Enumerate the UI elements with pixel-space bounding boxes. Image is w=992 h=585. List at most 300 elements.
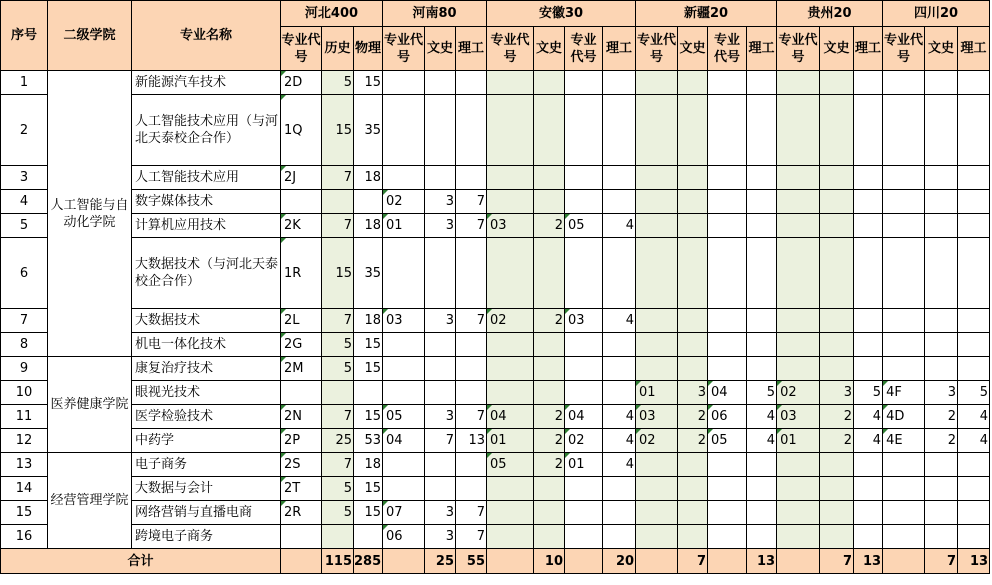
hn-science-cell: 7: [456, 190, 487, 214]
sc-arts-cell: [925, 166, 958, 190]
xj-science-code-cell: [708, 357, 747, 381]
xj-arts-code-cell: [636, 501, 678, 525]
sc-arts-cell: [925, 525, 958, 549]
sc-science-cell: [958, 238, 990, 309]
hb-physics-cell: [354, 190, 383, 214]
sub-header-arts: 文史: [425, 27, 456, 71]
hn-science-cell: [456, 95, 487, 166]
sub-header-code: 专业代号: [487, 27, 534, 71]
major-header: 专业名称: [132, 1, 281, 71]
major-name: 大数据技术: [132, 309, 281, 333]
group-header-anhui: 安徽30: [487, 1, 636, 27]
ah-arts-code-cell: 04: [487, 405, 534, 429]
total-ah-science-code: [565, 549, 603, 574]
xj-arts-cell: 2: [678, 405, 708, 429]
xj-arts-code-cell: [636, 190, 678, 214]
hn-science-cell: 7: [456, 214, 487, 238]
hb-code-cell: 2P: [281, 429, 322, 453]
gz-code-cell: [777, 333, 820, 357]
major-name: 网络营销与直播电商: [132, 501, 281, 525]
hb-code-cell: 2G: [281, 333, 322, 357]
gz-code-cell: [777, 357, 820, 381]
hn-arts-cell: 3: [425, 214, 456, 238]
ah-science-cell: [603, 357, 636, 381]
hn-arts-cell: [425, 477, 456, 501]
sub-header-science: 理工: [854, 27, 883, 71]
gz-code-cell: [777, 166, 820, 190]
row-seq: 12: [1, 429, 48, 453]
xj-science-code-cell: [708, 501, 747, 525]
hb-code-cell: [281, 525, 322, 549]
xj-science-cell: [747, 357, 777, 381]
hb-code-cell: 2D: [281, 71, 322, 95]
ah-arts-cell: [534, 95, 565, 166]
sub-header-physics: 物理: [354, 27, 383, 71]
xj-arts-code-cell: [636, 166, 678, 190]
sc-code-cell: [883, 190, 925, 214]
xj-science-cell: [747, 501, 777, 525]
sc-arts-cell: [925, 214, 958, 238]
hb-physics-cell: 15: [354, 71, 383, 95]
hb-history-cell: 5: [322, 357, 354, 381]
ah-arts-cell: [534, 238, 565, 309]
row-seq: 13: [1, 453, 48, 477]
row-seq: 4: [1, 190, 48, 214]
sc-arts-cell: [925, 309, 958, 333]
hb-history-cell: 15: [322, 238, 354, 309]
major-name: 人工智能技术应用: [132, 166, 281, 190]
total-hb-code: [281, 549, 322, 574]
row-seq: 1: [1, 71, 48, 95]
xj-science-code-cell: [708, 71, 747, 95]
xj-arts-cell: [678, 525, 708, 549]
xj-arts-cell: 2: [678, 429, 708, 453]
ah-science-cell: [603, 238, 636, 309]
gz-code-cell: [777, 238, 820, 309]
ah-science-cell: [603, 477, 636, 501]
major-name: 数字媒体技术: [132, 190, 281, 214]
group-header-xinjiang: 新疆20: [636, 1, 777, 27]
sc-code-cell: [883, 166, 925, 190]
xj-arts-code-cell: [636, 95, 678, 166]
xj-science-code-cell: [708, 166, 747, 190]
total-hn-code: [383, 549, 425, 574]
sub-header-code: 专业代号: [565, 27, 603, 71]
xj-arts-cell: [678, 357, 708, 381]
hb-code-cell: [281, 190, 322, 214]
hb-code-cell: 2M: [281, 357, 322, 381]
total-sc-arts: 7: [925, 549, 958, 574]
ah-arts-cell: [534, 357, 565, 381]
gz-code-cell: [777, 190, 820, 214]
ah-arts-cell: 2: [534, 309, 565, 333]
hn-code-cell: [383, 95, 425, 166]
college-header: 二级学院: [48, 1, 132, 71]
hb-code-cell: 2T: [281, 477, 322, 501]
gz-science-cell: [854, 477, 883, 501]
ah-science-code-cell: 01: [565, 453, 603, 477]
xj-arts-cell: [678, 477, 708, 501]
hb-physics-cell: 15: [354, 501, 383, 525]
total-xj-arts: 7: [678, 549, 708, 574]
sc-arts-cell: [925, 477, 958, 501]
sc-arts-cell: 3: [925, 381, 958, 405]
ah-arts-code-cell: [487, 333, 534, 357]
table-row: [1, 501, 990, 525]
sc-code-cell: [883, 238, 925, 309]
gz-science-cell: 5: [854, 381, 883, 405]
gz-arts-cell: [820, 525, 854, 549]
hn-science-cell: 7: [456, 405, 487, 429]
hn-science-cell: [456, 71, 487, 95]
hn-code-cell: [383, 166, 425, 190]
group-header-henan: 河南80: [383, 1, 487, 27]
total-hb-physics: 285: [354, 549, 383, 574]
xj-science-cell: [747, 477, 777, 501]
sc-science-cell: 4: [958, 429, 990, 453]
sub-header-science: 理工: [456, 27, 487, 71]
table-row: [1, 405, 990, 429]
gz-arts-cell: [820, 333, 854, 357]
row-seq: 11: [1, 405, 48, 429]
xj-arts-code-cell: [636, 238, 678, 309]
hn-code-cell: 06: [383, 525, 425, 549]
hn-science-cell: [456, 166, 487, 190]
sc-science-cell: [958, 477, 990, 501]
xj-arts-code-cell: [636, 214, 678, 238]
sub-header-science: 理工: [747, 27, 777, 71]
hn-arts-cell: [425, 71, 456, 95]
table-row: [1, 190, 990, 214]
ah-arts-cell: 2: [534, 453, 565, 477]
xj-arts-code-cell: [636, 525, 678, 549]
major-name: 中药学: [132, 429, 281, 453]
ah-science-code-cell: [565, 381, 603, 405]
ah-arts-code-cell: 03: [487, 214, 534, 238]
ah-science-cell: [603, 166, 636, 190]
total-ah-science: 20: [603, 549, 636, 574]
gz-arts-cell: 3: [820, 381, 854, 405]
total-xj-science-code: [708, 549, 747, 574]
hn-code-cell: 05: [383, 405, 425, 429]
hb-code-cell: 2N: [281, 405, 322, 429]
ah-science-cell: [603, 95, 636, 166]
table-row: [1, 309, 990, 333]
sc-code-cell: [883, 95, 925, 166]
hn-arts-cell: [425, 166, 456, 190]
xj-science-cell: 5: [747, 381, 777, 405]
gz-code-cell: [777, 525, 820, 549]
ah-science-code-cell: [565, 166, 603, 190]
table-row: [1, 238, 990, 309]
hn-code-cell: [383, 381, 425, 405]
gz-science-cell: [854, 214, 883, 238]
row-seq: 6: [1, 238, 48, 309]
row-seq: 2: [1, 95, 48, 166]
major-name: 眼视光技术: [132, 381, 281, 405]
gz-arts-cell: 2: [820, 429, 854, 453]
sc-arts-cell: [925, 501, 958, 525]
sc-science-cell: 4: [958, 405, 990, 429]
xj-science-code-cell: 06: [708, 405, 747, 429]
total-label: 合计: [1, 549, 281, 574]
hb-history-cell: 5: [322, 333, 354, 357]
xj-science-code-cell: 05: [708, 429, 747, 453]
gz-arts-cell: [820, 238, 854, 309]
gz-arts-cell: [820, 71, 854, 95]
gz-arts-cell: [820, 477, 854, 501]
ah-arts-code-cell: [487, 525, 534, 549]
gz-code-cell: [777, 71, 820, 95]
hb-code-cell: 2J: [281, 166, 322, 190]
sub-header-science: 理工: [958, 27, 990, 71]
sc-code-cell: 4D: [883, 405, 925, 429]
hb-physics-cell: 18: [354, 453, 383, 477]
gz-science-cell: [854, 333, 883, 357]
sub-header-science: 理工: [603, 27, 636, 71]
gz-science-cell: [854, 166, 883, 190]
sub-header-arts: 文史: [820, 27, 854, 71]
ah-arts-code-cell: [487, 501, 534, 525]
ah-arts-cell: 2: [534, 429, 565, 453]
sc-science-cell: [958, 333, 990, 357]
hn-code-cell: 07: [383, 501, 425, 525]
hb-code-cell: 2R: [281, 501, 322, 525]
gz-science-cell: [854, 238, 883, 309]
ah-arts-code-cell: [487, 238, 534, 309]
xj-science-code-cell: [708, 214, 747, 238]
sc-code-cell: [883, 477, 925, 501]
hb-history-cell: 5: [322, 71, 354, 95]
gz-science-cell: [854, 95, 883, 166]
xj-arts-cell: [678, 95, 708, 166]
sub-header-arts: 文史: [678, 27, 708, 71]
sc-code-cell: 4F: [883, 381, 925, 405]
row-seq: 9: [1, 357, 48, 381]
sc-arts-cell: [925, 95, 958, 166]
gz-science-cell: [854, 525, 883, 549]
hb-physics-cell: 18: [354, 166, 383, 190]
xj-science-cell: 4: [747, 405, 777, 429]
row-seq: 10: [1, 381, 48, 405]
hn-code-cell: [383, 357, 425, 381]
ah-arts-cell: [534, 525, 565, 549]
sc-arts-cell: [925, 238, 958, 309]
ah-arts-code-cell: [487, 357, 534, 381]
hb-code-cell: 1R: [281, 238, 322, 309]
gz-arts-cell: [820, 501, 854, 525]
major-name: 机电一体化技术: [132, 333, 281, 357]
xj-science-cell: [747, 190, 777, 214]
xj-science-cell: [747, 238, 777, 309]
xj-science-code-cell: [708, 95, 747, 166]
major-name: 医学检验技术: [132, 405, 281, 429]
ah-science-code-cell: [565, 477, 603, 501]
xj-arts-code-cell: [636, 333, 678, 357]
ah-science-cell: 4: [603, 405, 636, 429]
xj-science-code-cell: [708, 333, 747, 357]
gz-arts-cell: [820, 190, 854, 214]
sc-science-cell: [958, 309, 990, 333]
sub-header-code: 专业代号: [383, 27, 425, 71]
major-name: 新能源汽车技术: [132, 71, 281, 95]
ah-science-code-cell: [565, 501, 603, 525]
gz-science-cell: [854, 501, 883, 525]
ah-arts-cell: [534, 166, 565, 190]
hb-physics-cell: 15: [354, 477, 383, 501]
xj-arts-cell: [678, 501, 708, 525]
hb-physics-cell: 35: [354, 95, 383, 166]
table-row: [1, 525, 990, 549]
hn-science-cell: [456, 333, 487, 357]
sc-arts-cell: [925, 190, 958, 214]
hn-arts-cell: 3: [425, 309, 456, 333]
gz-arts-cell: [820, 214, 854, 238]
hb-history-cell: [322, 381, 354, 405]
gz-code-cell: [777, 95, 820, 166]
major-name: 康复治疗技术: [132, 357, 281, 381]
ah-science-code-cell: 04: [565, 405, 603, 429]
row-seq: 8: [1, 333, 48, 357]
group-header-hebei: 河北400: [281, 1, 383, 27]
hb-physics-cell: [354, 381, 383, 405]
hb-history-cell: 5: [322, 501, 354, 525]
table-row: [1, 333, 990, 357]
hb-history-cell: 25: [322, 429, 354, 453]
row-seq: 5: [1, 214, 48, 238]
gz-code-cell: 02: [777, 381, 820, 405]
hb-history-cell: 5: [322, 477, 354, 501]
xj-arts-cell: 3: [678, 381, 708, 405]
sub-header-arts: 文史: [925, 27, 958, 71]
xj-science-cell: [747, 453, 777, 477]
header-row-groups: [1, 1, 990, 27]
xj-science-code-cell: [708, 309, 747, 333]
ah-science-cell: 4: [603, 429, 636, 453]
hb-history-cell: 15: [322, 95, 354, 166]
xj-arts-code-cell: 03: [636, 405, 678, 429]
hn-arts-cell: 7: [425, 429, 456, 453]
hb-history-cell: [322, 525, 354, 549]
group-header-guizhou: 贵州20: [777, 1, 883, 27]
xj-arts-code-cell: [636, 477, 678, 501]
sc-arts-cell: [925, 453, 958, 477]
ah-science-cell: [603, 501, 636, 525]
ah-science-code-cell: [565, 333, 603, 357]
table-body: [1, 71, 990, 574]
xj-science-cell: [747, 71, 777, 95]
sub-header-code: 专业代号: [883, 27, 925, 71]
ah-arts-code-cell: [487, 71, 534, 95]
hn-arts-cell: 3: [425, 525, 456, 549]
gz-code-cell: [777, 453, 820, 477]
row-seq: 15: [1, 501, 48, 525]
xj-arts-code-cell: 02: [636, 429, 678, 453]
sub-header-code: 专业代号: [281, 27, 322, 71]
gz-science-cell: [854, 357, 883, 381]
hn-arts-cell: [425, 357, 456, 381]
xj-arts-cell: [678, 71, 708, 95]
major-name: 人工智能技术应用（与河北天泰校企合作）: [132, 95, 281, 166]
hn-arts-cell: [425, 453, 456, 477]
college-name: 经营管理学院: [48, 453, 132, 549]
row-seq: 7: [1, 309, 48, 333]
hb-physics-cell: 15: [354, 405, 383, 429]
hb-physics-cell: [354, 525, 383, 549]
hb-physics-cell: 53: [354, 429, 383, 453]
xj-science-code-cell: [708, 525, 747, 549]
ah-arts-cell: [534, 501, 565, 525]
gz-arts-cell: [820, 453, 854, 477]
total-hn-arts: 25: [425, 549, 456, 574]
gz-science-cell: [854, 309, 883, 333]
sub-header-history: 历史: [322, 27, 354, 71]
sc-arts-cell: 2: [925, 405, 958, 429]
sub-header-code: 专业代号: [777, 27, 820, 71]
ah-arts-code-cell: 02: [487, 309, 534, 333]
major-name: 大数据技术（与河北天泰校企合作）: [132, 238, 281, 309]
college-name: 医养健康学院: [48, 357, 132, 453]
ah-science-cell: [603, 381, 636, 405]
gz-code-cell: [777, 501, 820, 525]
ah-arts-code-cell: [487, 166, 534, 190]
hn-code-cell: 02: [383, 190, 425, 214]
major-name: 计算机应用技术: [132, 214, 281, 238]
major-name: 电子商务: [132, 453, 281, 477]
row-seq: 3: [1, 166, 48, 190]
total-gz-code: [777, 549, 820, 574]
xj-arts-code-cell: 01: [636, 381, 678, 405]
gz-science-cell: [854, 190, 883, 214]
gz-science-cell: [854, 453, 883, 477]
xj-science-cell: [747, 525, 777, 549]
table-row: [1, 357, 990, 381]
gz-science-cell: 4: [854, 429, 883, 453]
ah-arts-code-cell: [487, 477, 534, 501]
sc-arts-cell: [925, 333, 958, 357]
sc-science-cell: [958, 453, 990, 477]
xj-science-cell: [747, 309, 777, 333]
gz-code-cell: 01: [777, 429, 820, 453]
gz-science-cell: [854, 71, 883, 95]
hb-physics-cell: 18: [354, 309, 383, 333]
table-row: [1, 95, 990, 166]
xj-science-code-cell: [708, 477, 747, 501]
xj-science-code-cell: [708, 453, 747, 477]
xj-science-cell: 4: [747, 429, 777, 453]
college-name: 人工智能与自动化学院: [48, 71, 132, 357]
hb-code-cell: 2L: [281, 309, 322, 333]
ah-arts-code-cell: [487, 190, 534, 214]
total-gz-arts: 7: [820, 549, 854, 574]
xj-arts-cell: [678, 333, 708, 357]
hb-history-cell: 7: [322, 405, 354, 429]
sc-science-cell: [958, 166, 990, 190]
hn-science-cell: [456, 453, 487, 477]
total-sc-science: 13: [958, 549, 990, 574]
ah-arts-code-cell: [487, 95, 534, 166]
ah-science-cell: [603, 525, 636, 549]
hb-code-cell: 2K: [281, 214, 322, 238]
ah-science-code-cell: [565, 71, 603, 95]
ah-science-code-cell: 05: [565, 214, 603, 238]
gz-code-cell: [777, 309, 820, 333]
major-name: 大数据与会计: [132, 477, 281, 501]
total-xj-science: 13: [747, 549, 777, 574]
gz-arts-cell: [820, 357, 854, 381]
hn-science-cell: [456, 357, 487, 381]
gz-code-cell: [777, 477, 820, 501]
